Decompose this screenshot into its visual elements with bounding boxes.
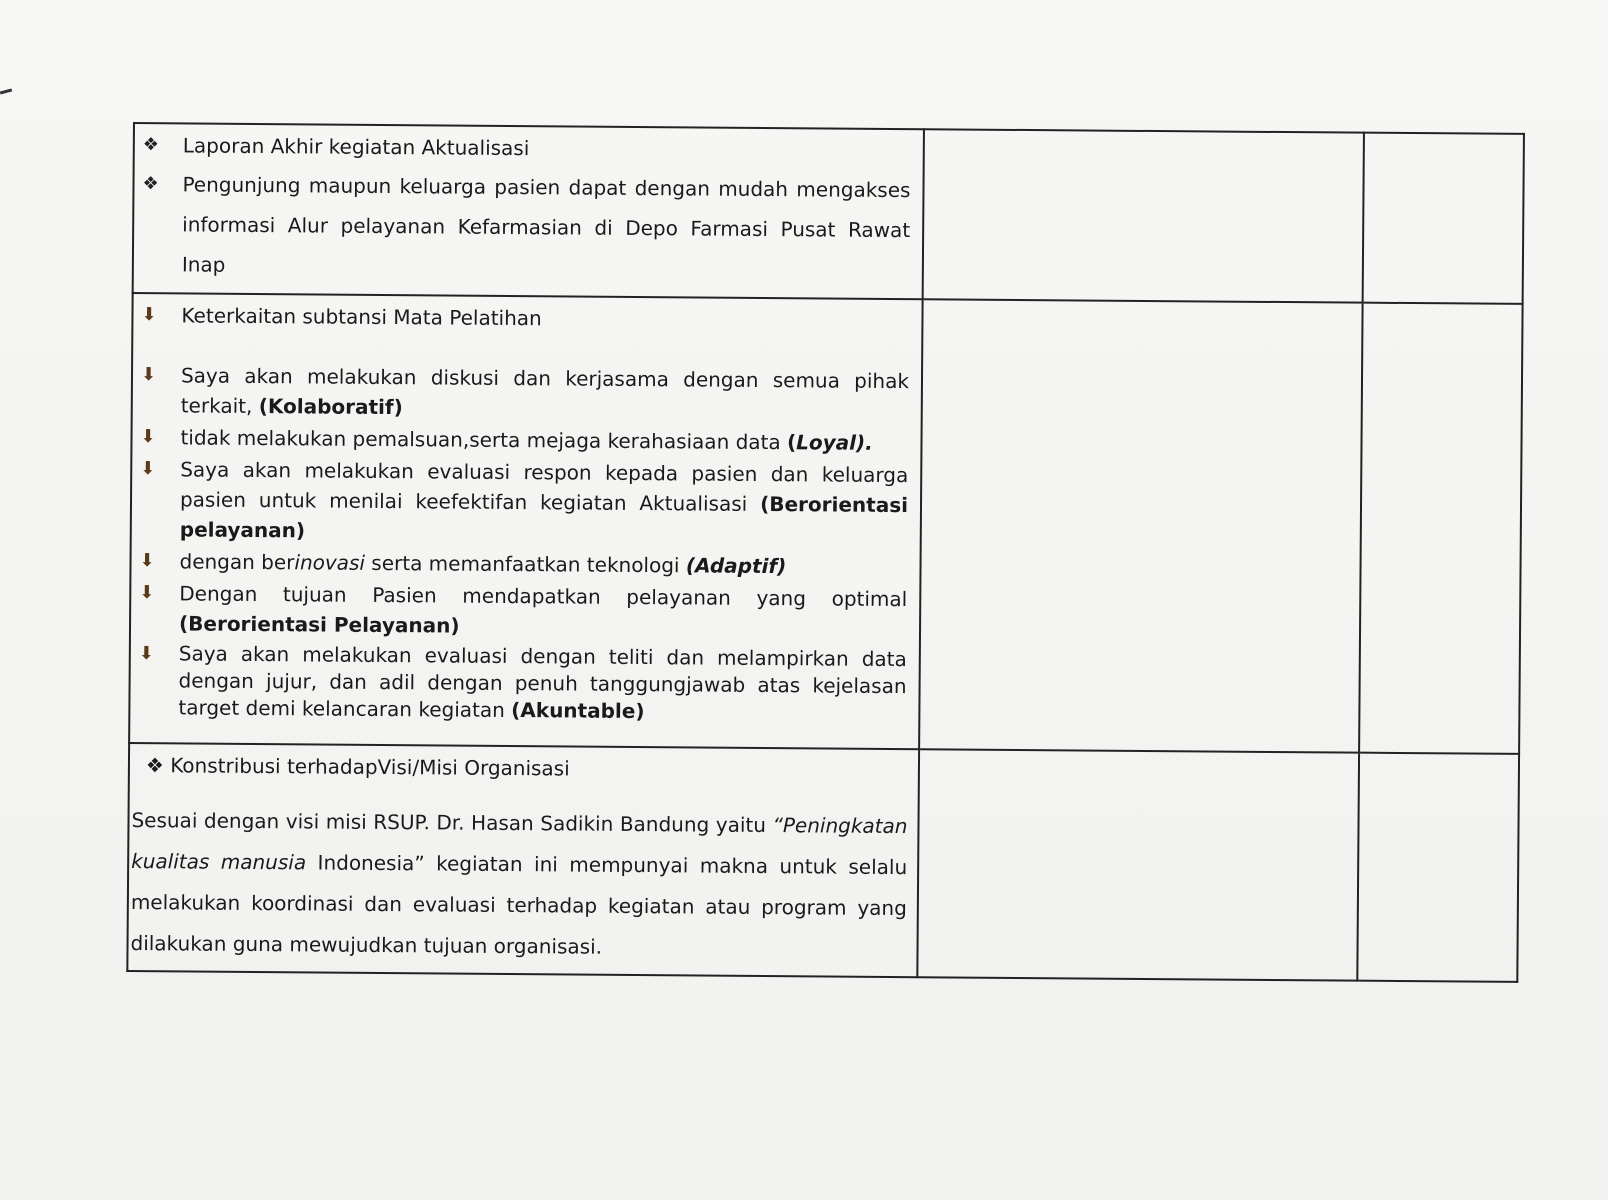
vision-quote: “Peningkatan kualitas manusia [131, 813, 908, 875]
diamond-bullet-icon: ❖ [145, 753, 164, 778]
table-cell-empty [917, 749, 1359, 980]
contribution-paragraph [128, 800, 917, 976]
item-text: Laporan Akhir kegiatan Aktualisasi [182, 133, 530, 161]
list-item [142, 164, 911, 290]
table-cell-main [127, 743, 919, 977]
list-item [140, 360, 910, 426]
table-row [133, 123, 1524, 304]
item-text: Dengan tujuan Pasien mendapatkan pelayanan yang optimal [179, 581, 908, 612]
value-tag: (Akuntable) [511, 697, 645, 724]
item-text-italic: inovasi [294, 550, 366, 575]
list-item [138, 640, 907, 727]
arrow-bullet-icon: ⬇ [139, 550, 155, 572]
arrow-bullet-icon: ⬇ [140, 364, 157, 386]
arrow-bullet-icon: ⬇ [141, 304, 157, 326]
diamond-bullet-icon: ❖ [142, 173, 159, 195]
item-text: Pengunjung maupun keluarga pasien dapat dengan mudah mengakses informasi Alur pelayanan Kefarmasian di Depo Farmasi Pusat Rawat Inap [181, 172, 911, 277]
item-text: Saya akan melakukan diskusi dan kerjasama dengan semua pihak terkait, [180, 363, 910, 418]
value-tag: (Kolaboratif) [258, 393, 403, 420]
table-cell-empty [1359, 303, 1523, 754]
list-item [140, 422, 908, 458]
value-tag: (Adaptif) [685, 553, 787, 579]
arrow-bullet-icon: ⬇ [140, 426, 156, 448]
item-text: serta memanfaatkan teknologi [371, 550, 680, 578]
list-item [139, 578, 908, 644]
para-text: Sesuai dengan visi misi RSUP. Dr. Hasan Sadikin Bandung yaitu [131, 808, 767, 837]
item-text: tidak melakukan pemalsuan,serta mejaga kerahasiaan data [180, 425, 781, 455]
para-text: Indonesia” kegiatan ini mempunyai makna untuk selalu melakukan koordinasi dan evaluasi terhadap kegiatan atau program yang dilakukan guna mewujudkan tujuan organisasi. [130, 850, 908, 959]
table-cell-main [129, 293, 923, 749]
heading-text: Konstribusi terhadapVisi/Misi Organisasi [170, 753, 570, 781]
table-cell-empty [923, 129, 1364, 302]
list-item [139, 546, 907, 582]
table-cell-empty [919, 299, 1363, 752]
actualization-table [126, 122, 1525, 983]
table-row [127, 743, 1519, 982]
table-cell-empty [1357, 753, 1519, 982]
value-tag-open: ( [786, 430, 797, 455]
arrow-bullet-icon: ⬇ [138, 643, 155, 665]
arrow-bullet-icon: ⬇ [139, 582, 155, 604]
list-item [142, 130, 911, 166]
value-tag: (Berorientasi Pelayanan) [178, 611, 460, 638]
scan-mark [0, 88, 12, 94]
item-text: Saya akan melakukan evaluasi dengan teliti dan melampirkan data dengan jujur, dan adil dengan penuh tanggungjawab atas kejelasan target demi kelancaran kegiatan [178, 641, 907, 722]
section-heading [130, 750, 918, 786]
value-tag: Loyal). [796, 430, 873, 455]
table-cell-main [133, 123, 924, 299]
item-text-pre: dengan ber [179, 549, 295, 575]
diamond-bullet-icon: ❖ [142, 134, 160, 156]
table-row [129, 293, 1522, 754]
section-heading: Keterkaitan subtansi Mata Pelatihan [181, 303, 542, 331]
item-text: Saya akan melakukan evaluasi respon kepada pasien dan keluarga pasien untuk menilai keefektifan kegiatan Aktualisasi [179, 457, 909, 516]
arrow-bullet-icon: ⬇ [140, 458, 156, 480]
list-item [141, 300, 909, 336]
list-item [140, 454, 909, 550]
table-cell-empty [1363, 133, 1524, 304]
value-tag: (Berorientasi pelayanan) [179, 491, 909, 543]
